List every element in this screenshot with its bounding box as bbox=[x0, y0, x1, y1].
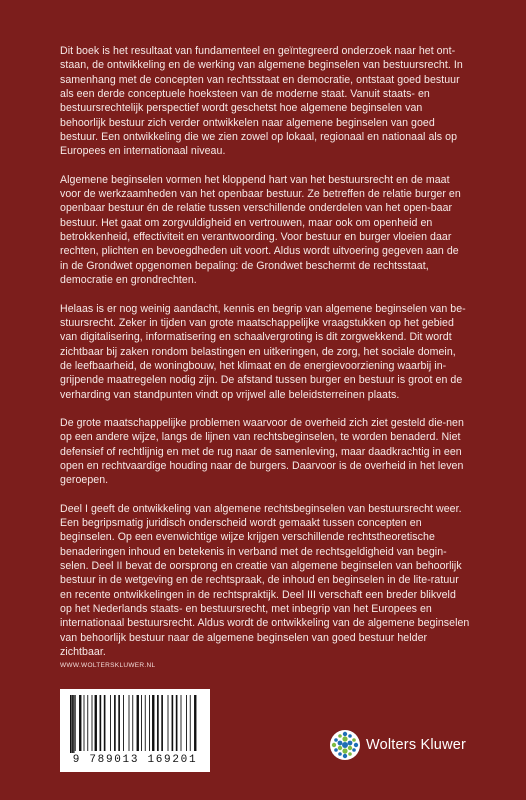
blurb-text bbox=[60, 44, 470, 673]
publisher-name: Wolters Kluwer bbox=[366, 737, 467, 753]
publisher-website: WWW.WOLTERSKLUWER.NL bbox=[60, 662, 156, 669]
blurb-paragraph-5: Deel I geeft de ontwikkeling van algemene rechtsbeginselen van bestuursrecht weer. Een begripsmatig juridisch onderscheid wordt gemaakt tussen concepten en beginselen. Op een evenwichtige wijze krijgen verschillende rechtstheoretische benaderingen inhoud en betekenis in verband met de rechtsgeldigheid van begin-selen. Deel II bevat de oorsprong en creatie van algemene beginselen van behoorlijk bestuur in de wetgeving en de rechtspraak, de inhoud en beginselen in de lite-ratuur en recente ontwikkelingen in de rechtspraktijk. Deel III verschaft een breder blikveld op het Nederlands staats- en bestuursrecht, met inbegrip van het Europees en internationaal bestuursrecht. Aldus wordt de ontwikkeling van de algemene beginselen van behoorlijk bestuur naar de algemene beginselen van goed bestuur helder zichtbaar. bbox=[60, 502, 470, 659]
blurb-paragraph-3: Helaas is er nog weinig aandacht, kennis en begrip van algemene beginselen van be-stuursrecht. Zeker in tijden van grote maatschappelijke vraagstukken op het gebied van digitalisering, informatisering en schaalvergroting is dit zorgwekkend. Dit wordt zichtbaar bij zaken rondom belastingen en uitkeringen, de zorg, het sociale domein, de leefbaarheid, de woningbouw, het klimaat en de energievoorziening waarbij in-grijpende maatregelen nodig zijn. De afstand tussen burger en bestuur is groot en de verharding van standpunten vindt op vrijwel alle beleidsterreinen plaats. bbox=[60, 302, 466, 401]
publisher-logo bbox=[330, 730, 466, 760]
blurb-paragraph-2: Algemene beginselen vormen het kloppend hart van het bestuursrecht en de maat voor de werkzaamheden van het openbaar bestuur. Ze betreffen de relatie burger en openbaar bestuur én de relatie tussen verschillende onderdelen van het open-baar bestuur. Het gaat om zorgvuldigheid en vertrouwen, maar ook om openheid en betrokkenheid, effectiviteit en verantwoording. Voor bestuur en burger vloeien daar rechten, plichten en bevoegdheden uit voort. Aldus wordt uitvoering gegeven aan de in de Grondwet opgenomen bepaling: de Grondwet beschermt de rechtsstaat, democratie en grondrechten. bbox=[60, 173, 461, 287]
isbn-barcode bbox=[60, 689, 210, 772]
blurb-paragraph-4: De grote maatschappelijke problemen waarvoor de overheid zich ziet gesteld die-nen op een andere wijze, langs de lijnen van rechtsbeginselen, te worden benaderd. Niet defensief of rechtlijnig en met de rug naar de samenleving, maar daadkrachtig in een open en rechtvaardige houding naar de burgers. Daarvoor is de overheid in het leven geroepen. bbox=[60, 416, 464, 487]
isbn-digits: 9 789013 169201 bbox=[72, 754, 198, 766]
wolters-kluwer-logo-icon bbox=[330, 730, 360, 760]
barcode-bars bbox=[68, 695, 202, 753]
blurb-paragraph-1: Dit boek is het resultaat van fundamenteel en geïntegreerd onderzoek naar het ont-staan, de ontwikkeling en de werking van algemene beginselen van bestuursrecht. In samenhang met de concepten van rechtsstaat en democratie, ontstaat goed bestuur als een derde conceptuele hoeksteen van de moderne staat. Vanuit staats- en bestuursrechtelijk perspectief wordt geschetst hoe algemene beginselen van behoorlijk bestuur zich verder ontwikkelen naar algemene beginselen van goed bestuur. Een ontwikkeling die we zien zowel op lokaal, regionaal en nationaal als op Europees en internationaal niveau. bbox=[60, 45, 463, 158]
